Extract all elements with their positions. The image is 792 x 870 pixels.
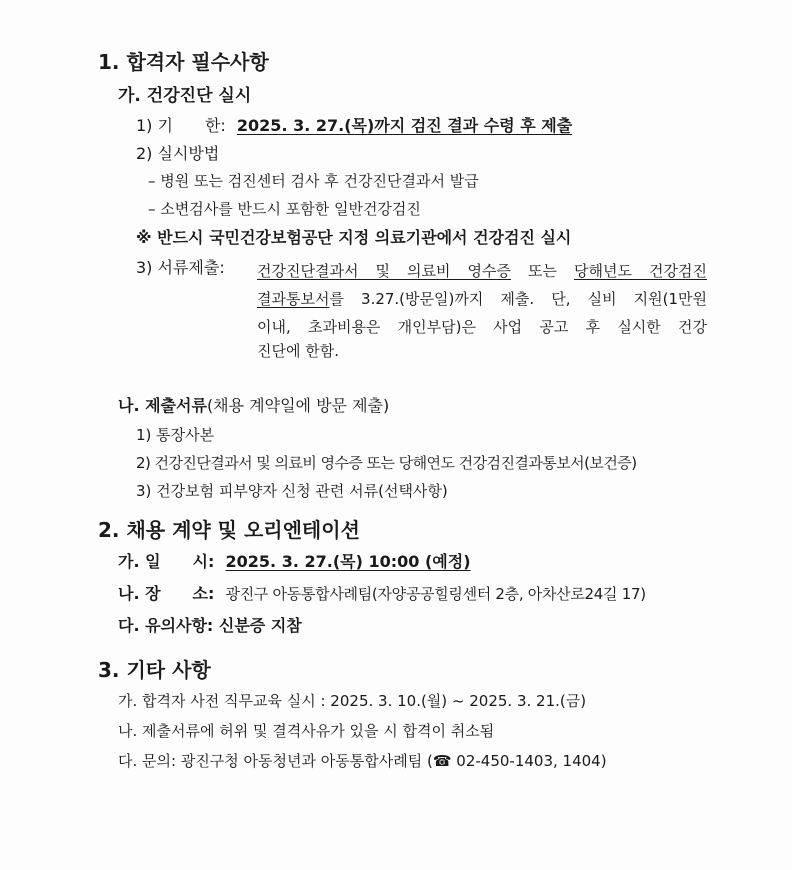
contract-date-row — [118, 554, 471, 570]
phone-icon: ☎ — [432, 752, 452, 770]
submission-doc-1: 건강진단결과서 및 의료비 영수증 — [257, 262, 511, 280]
contract-caution: 다. 유의사항: 신분증 지참 — [118, 616, 302, 635]
section3-title: 3. 기타 사항 — [98, 658, 211, 682]
deadline-row — [136, 118, 572, 134]
contract-place-value: 광진구 아동통합사례팀(자양공공힐링센터 2층, 아차산로24길 17) — [225, 585, 646, 603]
designated-hospital-note: ※ 반드시 국민건강보험공단 지정 의료기관에서 건강검진 실시 — [136, 228, 572, 247]
deadline-value: 2025. 3. 27.(목)까지 검진 결과 수령 후 제출 — [236, 116, 573, 135]
contract-place-row — [118, 586, 646, 602]
section2-title: 2. 채용 계약 및 오리엔테이션 — [98, 518, 360, 542]
section1-title: 1. 합격자 필수사항 — [98, 50, 269, 74]
other-item-3 — [118, 754, 607, 769]
submission-doc-2a: 당해년도 건강검진 — [574, 262, 707, 280]
contract-date-label: 가. 일 시: — [118, 552, 215, 571]
contact-text: 다. 문의: 광진구청 아동청년과 아동통합사례팀 ( — [118, 752, 433, 770]
contract-place-label: 나. 장 소: — [118, 584, 215, 603]
section1-na-title — [118, 398, 389, 414]
method-label: 2) 실시방법 — [136, 144, 220, 163]
submission-or: 또는 — [510, 262, 575, 280]
submission-line-2-rest: 를 3.27.(방문일)까지 제출. 단, 실비 지원(1만원 — [329, 290, 707, 308]
na-title-bold: 나. 제출서류 — [118, 396, 207, 415]
method-bullet-2: – 소변검사를 반드시 포함한 일반건강검진 — [148, 200, 421, 218]
other-item-2: 나. 제출서류에 허위 및 결격사유가 있을 시 합격이 취소됨 — [118, 722, 495, 740]
submission-line-4: 진단에 한함. — [257, 342, 339, 360]
submission-line-2 — [257, 288, 707, 309]
contract-date-value: 2025. 3. 27.(목) 10:00 (예정) — [225, 552, 471, 571]
doc-item-3: 3) 건강보험 피부양자 신청 관련 서류(선택사항) — [136, 482, 448, 500]
doc-item-2: 2) 건강진단결과서 및 의료비 영수증 또는 당해연도 건강검진결과통보서(보건증) — [136, 454, 637, 472]
submission-label: 3) 서류제출: — [136, 258, 225, 277]
submission-doc-2b: 결과통보서 — [257, 290, 330, 308]
na-title-rest: (채용 계약일에 방문 제출) — [206, 396, 390, 415]
doc-item-1: 1) 통장사본 — [136, 426, 215, 444]
deadline-label: 1) 기 한: — [136, 116, 226, 135]
submission-line-3: 이내, 초과비용은 개인부담)은 사업 공고 후 실시한 건강 — [257, 318, 707, 336]
method-bullet-1: – 병원 또는 검진센터 검사 후 건강진단결과서 발급 — [148, 172, 479, 190]
contact-phone: 02-450-1403, 1404) — [451, 752, 607, 770]
submission-line-1 — [257, 260, 707, 281]
other-item-1: 가. 합격자 사전 직무교육 실시 : 2025. 3. 10.(월) ~ 2025. 3. 21.(금) — [118, 692, 587, 710]
section1-ga-title: 가. 건강진단 실시 — [118, 86, 252, 106]
